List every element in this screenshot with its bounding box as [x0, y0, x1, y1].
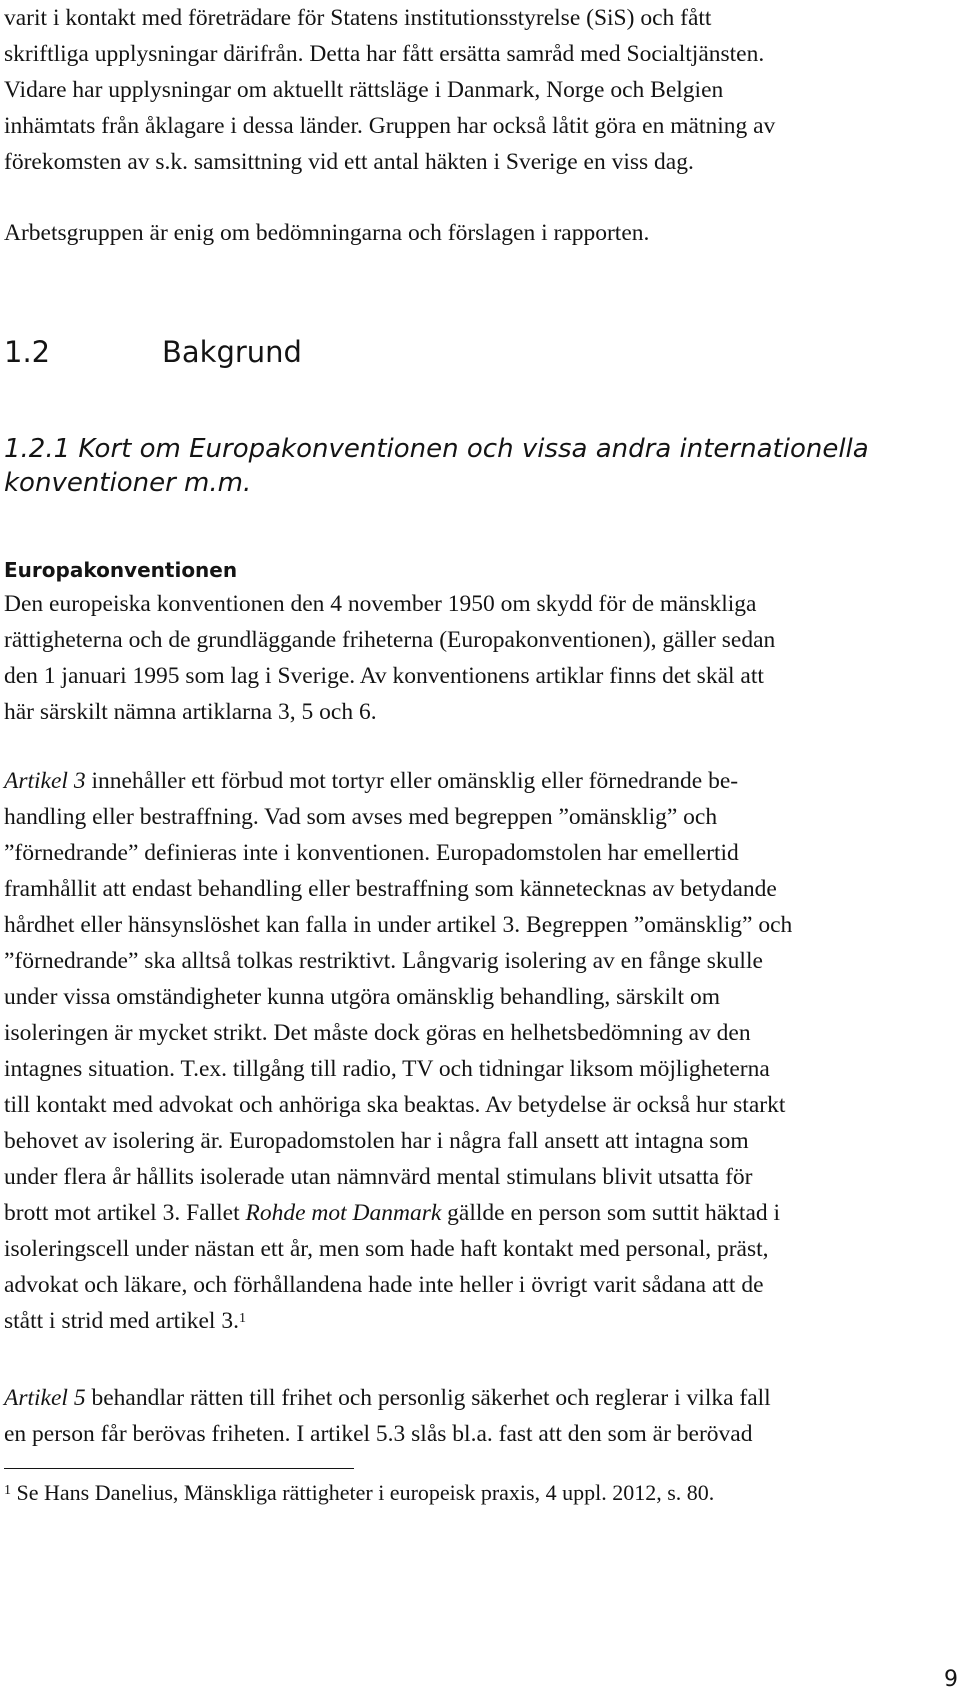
text-line: här särskilt nämna artiklarna 3, 5 och 6. — [4, 699, 377, 725]
subsection-heading: 1.2.1 Kort om Europakonventionen och vissa andra internationella konventioner m.m. — [4, 434, 869, 498]
article-reference: Artikel 5 — [4, 1385, 86, 1411]
section-number: 1.2 — [4, 335, 51, 369]
convention-paragraph — [4, 586, 775, 730]
text-line — [4, 763, 792, 799]
text-line: advokat och läkare, och förhållandena hade inte heller i övrigt varit sådana att de — [4, 1272, 764, 1298]
text-line: intagnes situation. T.ex. tillgång till radio, TV och tidningar liksom möjligheterna — [4, 1056, 770, 1082]
text-fragment: behandlar rätten till frihet och personlig säkerhet och reglerar i vilka fall — [85, 1385, 771, 1411]
text-line — [4, 1380, 771, 1416]
text-line: förekomsten av s.k. samsittning vid ett antal häkten i Sverige en viss dag. — [4, 149, 694, 175]
text-line: inhämtats från åklagare i dessa länder. Gruppen har också låtit göra en mätning av — [4, 113, 776, 139]
text-line: behovet av isolering är. Europadomstolen har i några fall ansett att intagna som — [4, 1128, 749, 1154]
text-line — [4, 1303, 792, 1339]
text-line: rättigheterna och de grundläggande friheterna (Europakonventionen), gäller sedan — [4, 627, 776, 653]
text-line: handling eller bestraffning. Vad som avses med begreppen ”omänsklig” och — [4, 804, 718, 830]
text-line: Vidare har upplysningar om aktuellt rättsläge i Danmark, Norge och Belgien — [4, 77, 724, 103]
article-3-paragraph — [4, 763, 792, 1339]
footnote-marker: 1 — [4, 1483, 11, 1498]
text-line: till kontakt med advokat och anhöriga ska beaktas. Av betydelse är också hur starkt — [4, 1092, 786, 1118]
case-reference: Rohde mot Danmark — [245, 1200, 442, 1226]
footnote-reference[interactable]: 1 — [238, 1311, 246, 1326]
text-fragment: gällde en person som suttit häktad i — [441, 1200, 781, 1226]
subheading-europakonventionen: Europakonventionen — [4, 558, 238, 582]
text-fragment: brott mot artikel 3. Fallet — [4, 1200, 246, 1226]
text-line: framhållit att endast behandling eller bestraffning som kännetecknas av betydande — [4, 876, 777, 902]
footnote-text: Se Hans Danelius, Mänskliga rättigheter i europeisk praxis, 4 uppl. 2012, s. 80. — [11, 1480, 715, 1505]
text-line: hårdhet eller hänsynslöshet kan falla in under artikel 3. Begreppen ”omänsklig” och — [4, 912, 793, 938]
text-line: den 1 januari 1995 som lag i Sverige. Av konventionens artiklar finns det skäl att — [4, 663, 764, 689]
article-5-paragraph — [4, 1380, 771, 1452]
page-number: 9 — [944, 1667, 958, 1692]
text-line: skriftliga upplysningar därifrån. Detta har fått ersätta samråd med Socialtjänsten. — [4, 41, 765, 67]
footnote-divider — [4, 1468, 354, 1469]
section-title: Bakgrund — [162, 335, 302, 369]
text-fragment: stått i strid med artikel 3. — [4, 1308, 239, 1334]
text-line: isoleringen är mycket strikt. Det måste dock göras en helhetsbedömning av den — [4, 1020, 751, 1046]
text-line: Arbetsgruppen är enig om bedömningarna och förslagen i rapporten. — [4, 220, 650, 246]
text-fragment: innehåller ett förbud mot tortyr eller omänsklig eller förnedrande be- — [85, 768, 739, 794]
article-reference: Artikel 3 — [4, 768, 86, 794]
text-line: ”förnedrande” definieras inte i konventionen. Europadomstolen har emellertid — [4, 840, 739, 866]
text-line: under vissa omständigheter kunna utgöra omänsklig behandling, särskilt om — [4, 984, 720, 1010]
intro-paragraph — [4, 0, 775, 180]
text-line — [4, 1195, 792, 1231]
text-line: under flera år hållits isolerade utan nämnvärd mental stimulans blivit utsatta för — [4, 1164, 753, 1190]
section-heading — [4, 332, 302, 372]
text-line: ”förnedrande” ska alltså tolkas restriktivt. Långvarig isolering av en fånge skulle — [4, 948, 763, 974]
footnote — [4, 1476, 714, 1510]
text-line: isoleringscell under nästan ett år, men som hade haft kontakt med personal, präst, — [4, 1236, 769, 1262]
text-line: en person får berövas friheten. I artikel 5.3 slås bl.a. fast att den som är berövad — [4, 1421, 753, 1447]
consensus-paragraph — [4, 215, 649, 251]
text-line: varit i kontakt med företrädare för Statens institutionsstyrelse (SiS) och fått — [4, 5, 712, 31]
text-line: Den europeiska konventionen den 4 november 1950 om skydd för de mänskliga — [4, 591, 757, 617]
